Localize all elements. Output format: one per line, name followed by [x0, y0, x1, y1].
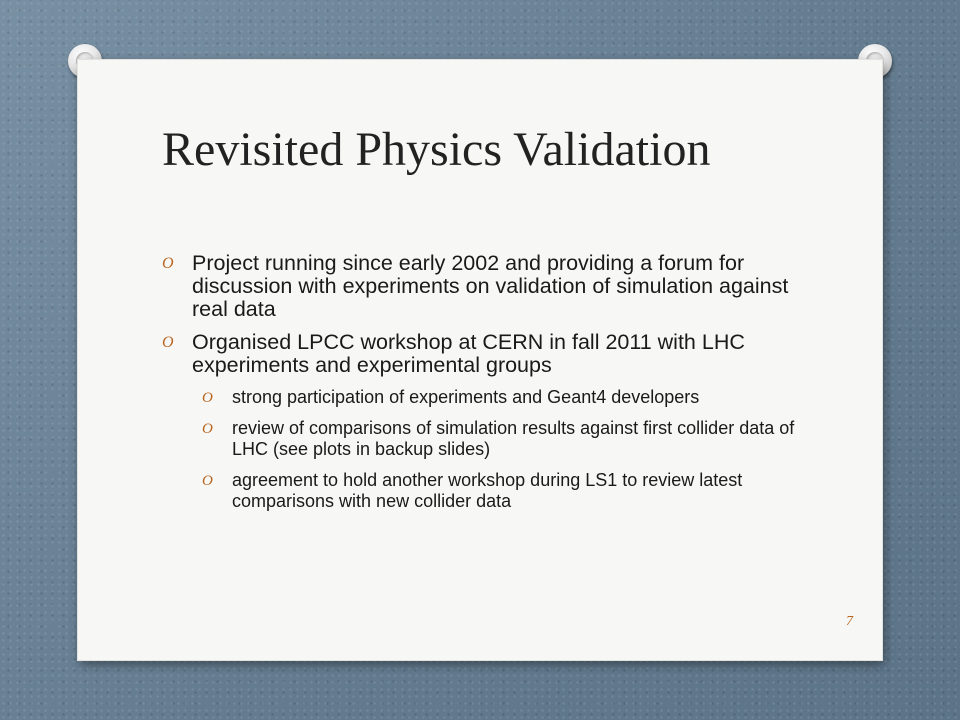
slide-title: Revisited Physics Validation: [162, 123, 711, 176]
sub-bullet-text: strong participation of experiments and Geant4 developers: [232, 387, 700, 407]
bullet-text: Organised LPCC workshop at CERN in fall 2011 with LHC experiments and experimental groups: [192, 330, 745, 377]
bullet-text: Project running since early 2002 and providing a forum for discussion with experiments on validation of simulation against real data: [192, 251, 789, 321]
sub-bullet-item: [202, 470, 802, 512]
bullet-marker-icon: O: [162, 255, 174, 272]
sub-bullet-item: [202, 418, 802, 460]
sub-bullet-marker-icon: O: [202, 473, 213, 489]
bullet-marker-icon: O: [162, 334, 174, 351]
sub-bullet-marker-icon: O: [202, 390, 213, 406]
slide-page-number: 7: [846, 614, 853, 629]
sub-bullet-item: [202, 387, 802, 408]
bullet-item: [162, 252, 802, 321]
bullet-item: [162, 331, 802, 377]
sub-bullet-marker-icon: O: [202, 421, 213, 437]
sub-bullet-text: agreement to hold another workshop during LS1 to review latest comparisons with new collider data: [232, 470, 743, 511]
sub-bullet-text: review of comparisons of simulation results against first collider data of LHC (see plots in backup slides): [232, 418, 795, 459]
bullet-list: [162, 252, 802, 522]
